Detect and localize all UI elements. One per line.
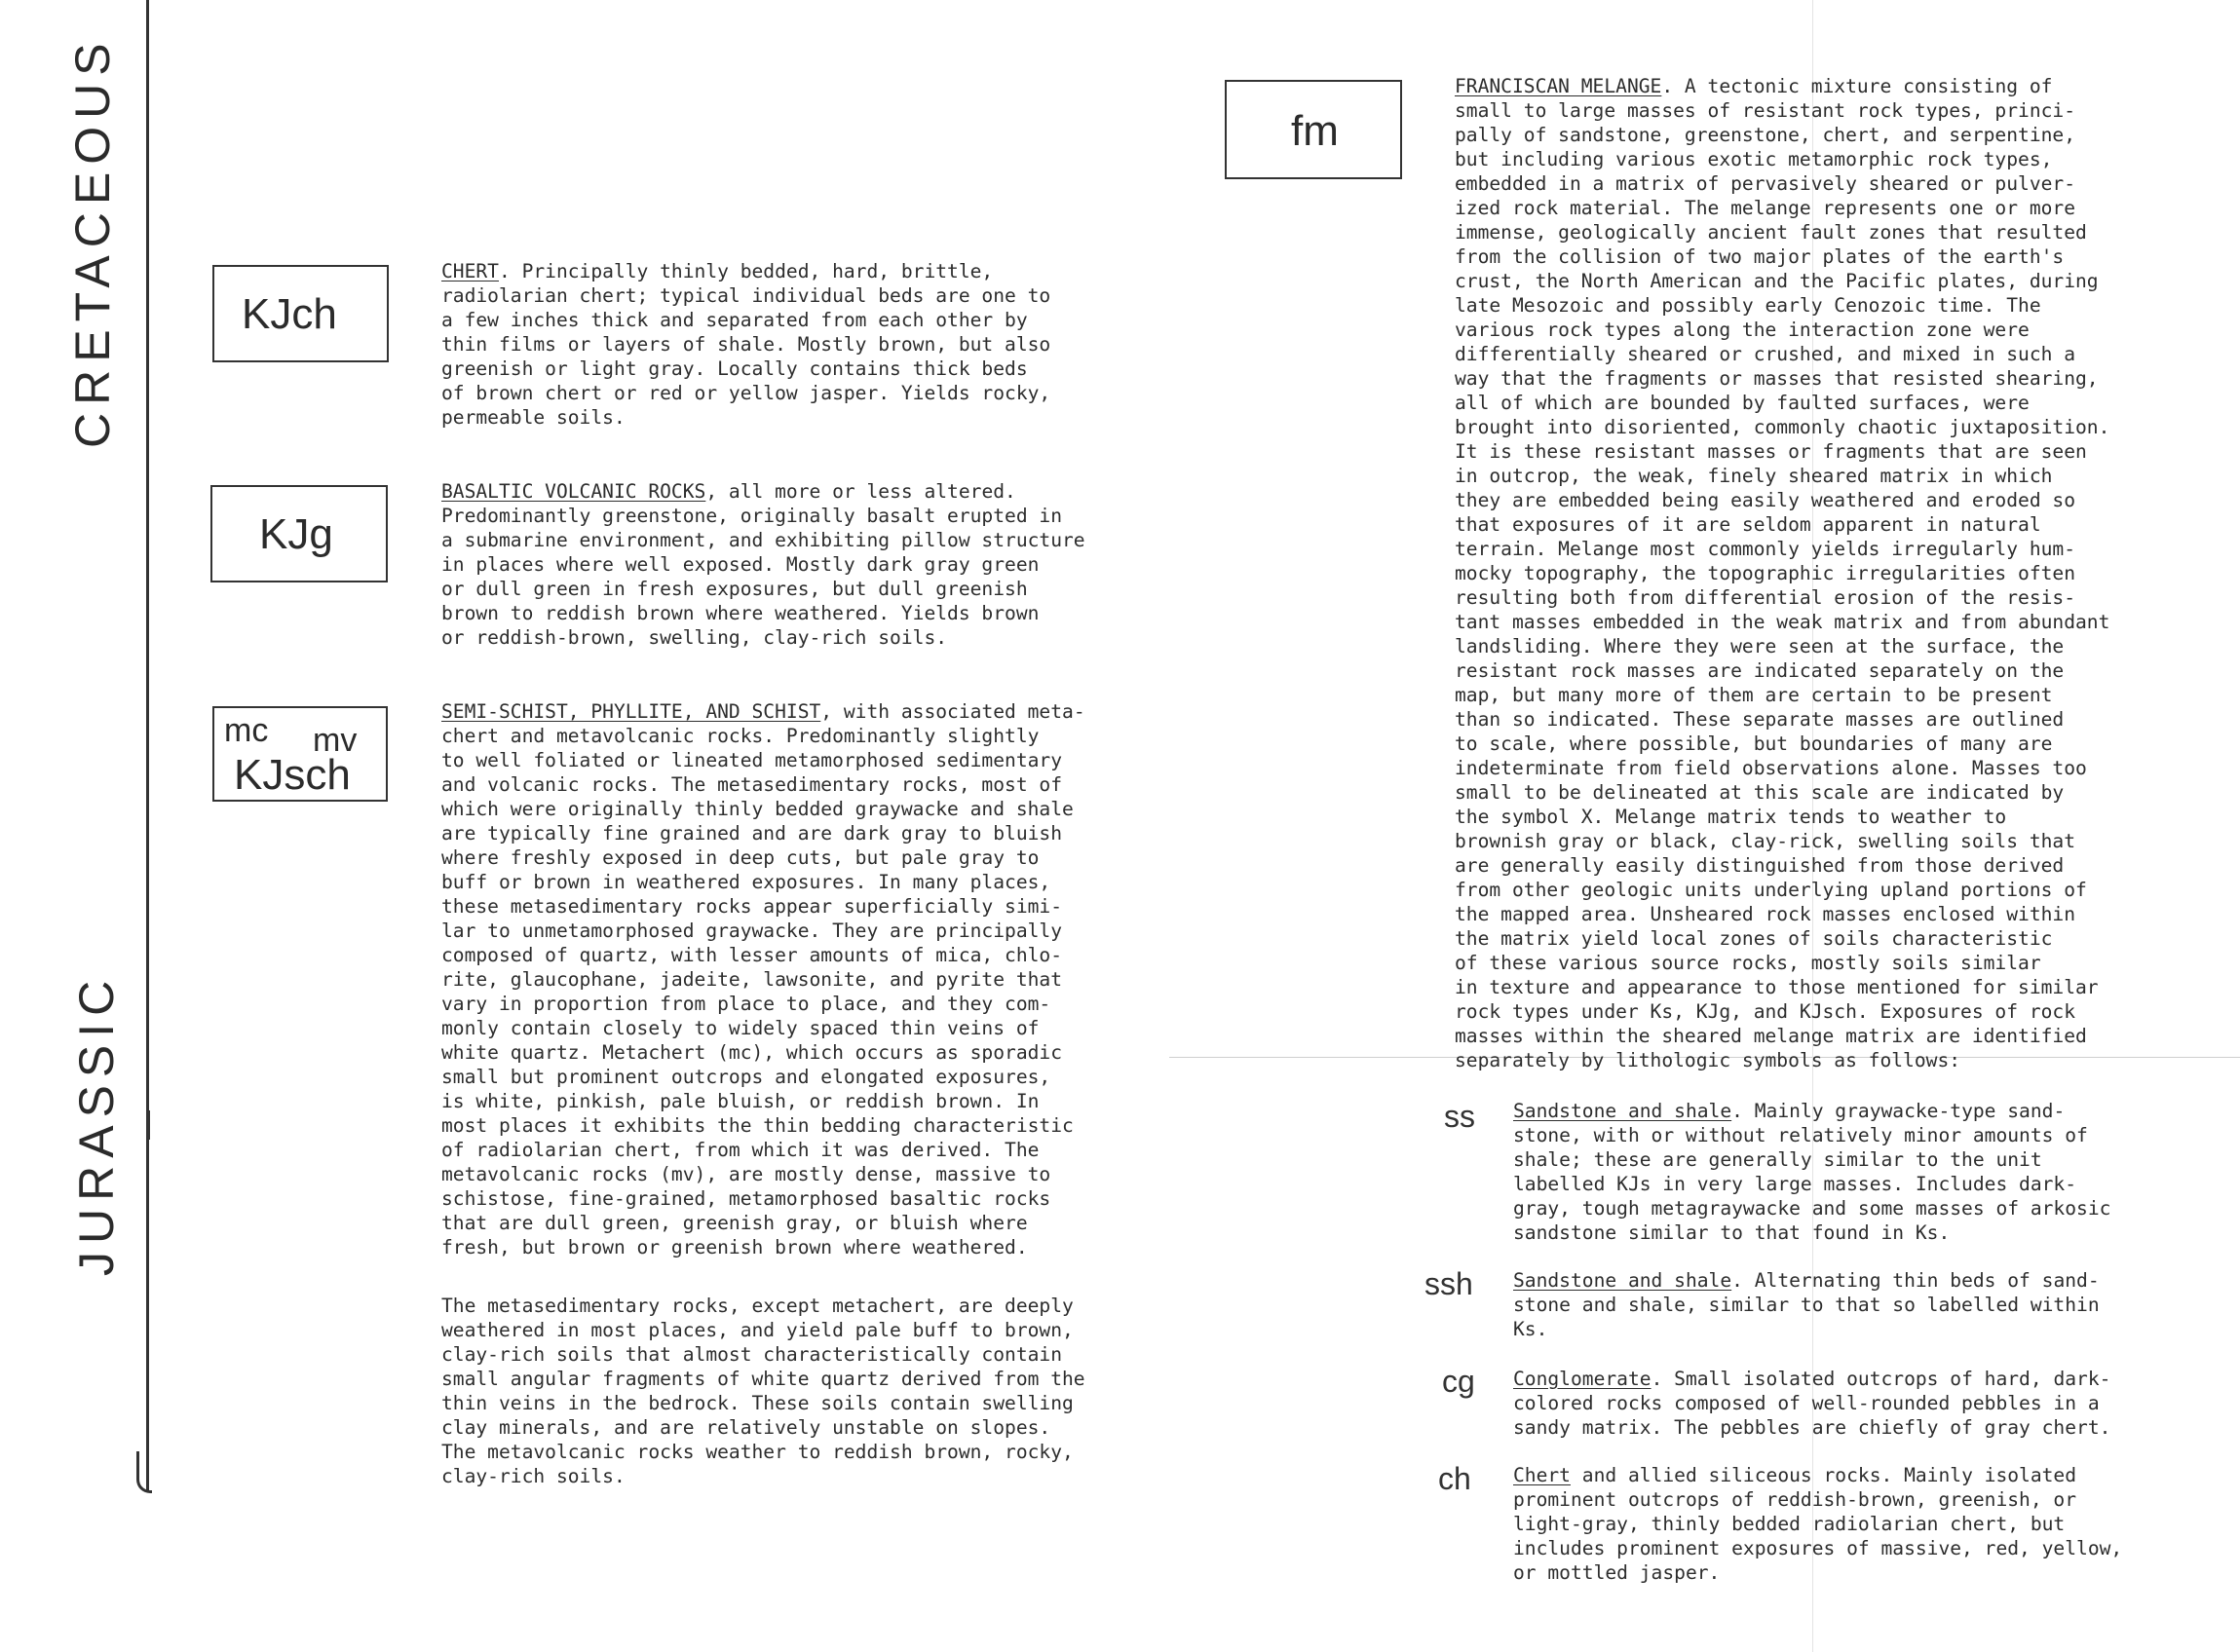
unit-box-fm: [1225, 80, 1402, 179]
unit-symbol-mc: mc: [224, 712, 269, 749]
unit-box-kjch: [212, 265, 389, 362]
unit-description-kjsch: SEMI-SCHIST, PHYLLITE, AND SCHIST, with associated meta- chert and metavolcanic rocks. Predominantly slightly to well foliated or lineated metamorphosed sedimentary and volcanic rocks. The metasedimentary rocks, most of which were originally thinly bedded graywacke and shale are typically fine grained and are dark gray to bluish where freshly exposed in deep cuts, but pale gray to buff or brown in weathered exposures. In many places, these metasedimentary rocks appear superficially simi- lar to unmetamorphosed graywacke. They are principally composed of quartz, with lesser amounts of mica, chlo- rite, glaucophane, jadeite, lawsonite, and pyrite that vary in proportion from place to place, and they com- monly contain closely to widely spaced thin veins of white quartz. Metachert (mc), which occurs as sporadic small but prominent outcrops and elongated exposures, is white, pinkish, pale bluish, or reddish brown. In most places it exhibits the thin bedding characteristic of radiolarian chert, from which it was derived. The metavolcanic rocks (mv), are mostly dense, massive to schistose, fine-grained, metamorphosed basaltic rocks that are dull green, greenish gray, or bluish where fresh, but brown or greenish brown where weathered.: [441, 700, 1085, 1258]
subunit-symbol-ssh: ssh: [1424, 1266, 1473, 1301]
subunit-title-cg: Conglomerate: [1513, 1368, 1652, 1390]
unit-symbol-mv: mv: [313, 722, 358, 759]
unit-title-kjch: CHERT: [441, 260, 499, 282]
era-bracket-notch: [132, 1110, 150, 1140]
subunit-title-ch: Chert: [1513, 1464, 1571, 1486]
subunit-symbol-ch: ch: [1438, 1461, 1471, 1496]
unit-description-kjg: BASALTIC VOLCANIC ROCKS, all more or less altered. Predominantly greenstone, originally basalt erupted in a submarine environment, and exhibiting pillow structure in places where well exposed. Mostly dark gray green or dull green in fresh exposures, but dull greenish brown to reddish brown where weathered. Yields brown or reddish-brown, swelling, clay-rich soils.: [441, 480, 1085, 649]
unit-title-fm: FRANCISCAN MELANGE: [1455, 75, 1662, 97]
subunit-title-ss: Sandstone and shale: [1513, 1100, 1732, 1122]
subunit-description-ch: Chert and allied siliceous rocks. Mainly isolated prominent outcrops of reddish-brown, greenish, or light-gray, thinly bedded radiolarian chert, but includes prominent exposures of massive, red, yellow, or mottled jasper.: [1513, 1464, 2123, 1584]
unit-description-kjsch-para2: The metasedimentary rocks, except metachert, are deeply weathered in most places, and yield pale buff to brown, clay-rich soils that almost characteristically contain small angular fragments of white quartz derived from the thin veins in the bedrock. These soils contain swelling clay minerals, and are relatively unstable on slopes. The metavolcanic rocks weather to reddish brown, rocky, clay-rich soils.: [441, 1295, 1085, 1487]
unit-box-kjg: [210, 485, 388, 582]
unit-box-kjsch: [212, 706, 388, 802]
unit-description-kjch: CHERT. Principally thinly bedded, hard, brittle, radiolarian chert; typical individual beds are one to a few inches thick and separated from each other by thin films or layers of shale. Mostly brown, but also greenish or light gray. Locally contains thick beds of brown chert or red or yellow jasper. Yields rocky, permeable soils.: [441, 260, 1051, 429]
unit-symbol-kjch: KJch: [242, 290, 337, 338]
unit-description-fm: FRANCISCAN MELANGE. A tectonic mixture consisting of small to large masses of resistant rock types, princi- pally of sandstone, greenstone, chert, and serpentine, but including various exotic metamorphic rock types, embedded in a matrix of pervasively sheared or pulver- ized rock material. The melange represents one or more immense, geologically ancient fault zones that resulted from the collision of two major plates of the earth's crust, the North American and the Pacific plates, during late Mesozoic and possibly early Cenozoic time. The various rock types along the interaction zone were differentially sheared or crushed, and mixed in such a way that the fragments or masses that resisted shearing, all of which are bounded by faulted surfaces, were brought into disoriented, commonly chaotic juxtaposition. It is these resistant masses or fragments that are seen in outcrop, the weak, finely sheared matrix in which they are embedded being easily weathered and eroded so that exposures of it are seldom apparent in natural terrain. Melange most commonly yields irregularly hum- mocky topography, the topographic irregularities often resulting both from differential erosion of the resis- tant masses embedded in the weak matrix and from abundant landsliding. Where they were seen at the surface, the resistant rock masses are indicated separately on the map, but many more of them are certain to be present than so indicated. These separate masses are outlined to scale, where possible, but boundaries of many are indeterminate from field observations alone. Masses too small to be delineated at this scale are indicated by the symbol X. Melange matrix tends to weather to brownish gray or black, clay-rick, swelling soils that are generally easily distinguished from those derived from other geologic units underlying upland portions of the mapped area. Unsheared rock masses enclosed within the matrix yield local zones of soils characteristic of these various source rocks, mostly soils similar in texture and appearance to those mentioned for similar rock types under Ks, KJg, and KJsch. Exposures of rock masses within the sheared melange matrix are identified separately by lithologic symbols as follows:: [1455, 75, 2110, 1071]
era-label-jurassic: JURASSIC: [69, 972, 124, 1276]
unit-title-kjg: BASALTIC VOLCANIC ROCKS: [441, 480, 706, 503]
unit-symbol-fm: fm: [1291, 107, 1339, 155]
subunit-description-ssh: Sandstone and shale. Alternating thin beds of sand- stone and shale, similar to that so labelled within Ks.: [1513, 1269, 2100, 1340]
subunit-title-ssh: Sandstone and shale: [1513, 1269, 1732, 1292]
subunit-description-cg: Conglomerate. Small isolated outcrops of hard, dark- colored rocks composed of well-rounded pebbles in a sandy matrix. The pebbles are chiefly of gray chert.: [1513, 1368, 2111, 1439]
subunit-symbol-cg: cg: [1442, 1364, 1475, 1399]
era-bracket-hook: [136, 1451, 152, 1493]
era-label-cretaceous: CRETACEOUS: [65, 35, 120, 448]
unit-symbol-kjg: KJg: [259, 510, 333, 558]
unit-title-kjsch: SEMI-SCHIST, PHYLLITE, AND SCHIST: [441, 700, 821, 723]
subunit-symbol-ss: ss: [1444, 1099, 1475, 1134]
subunit-description-ss: Sandstone and shale. Mainly graywacke-type sand- stone, with or without relatively minor amounts of shale; these are generally similar to the unit labelled KJs in very large masses. Includes dark- gray, tough metagraywacke and some masses of arkosic sandstone similar to that found in Ks.: [1513, 1100, 2111, 1244]
era-bracket-line: [146, 0, 149, 1490]
unit-symbol-kjsch: KJsch: [234, 751, 351, 799]
